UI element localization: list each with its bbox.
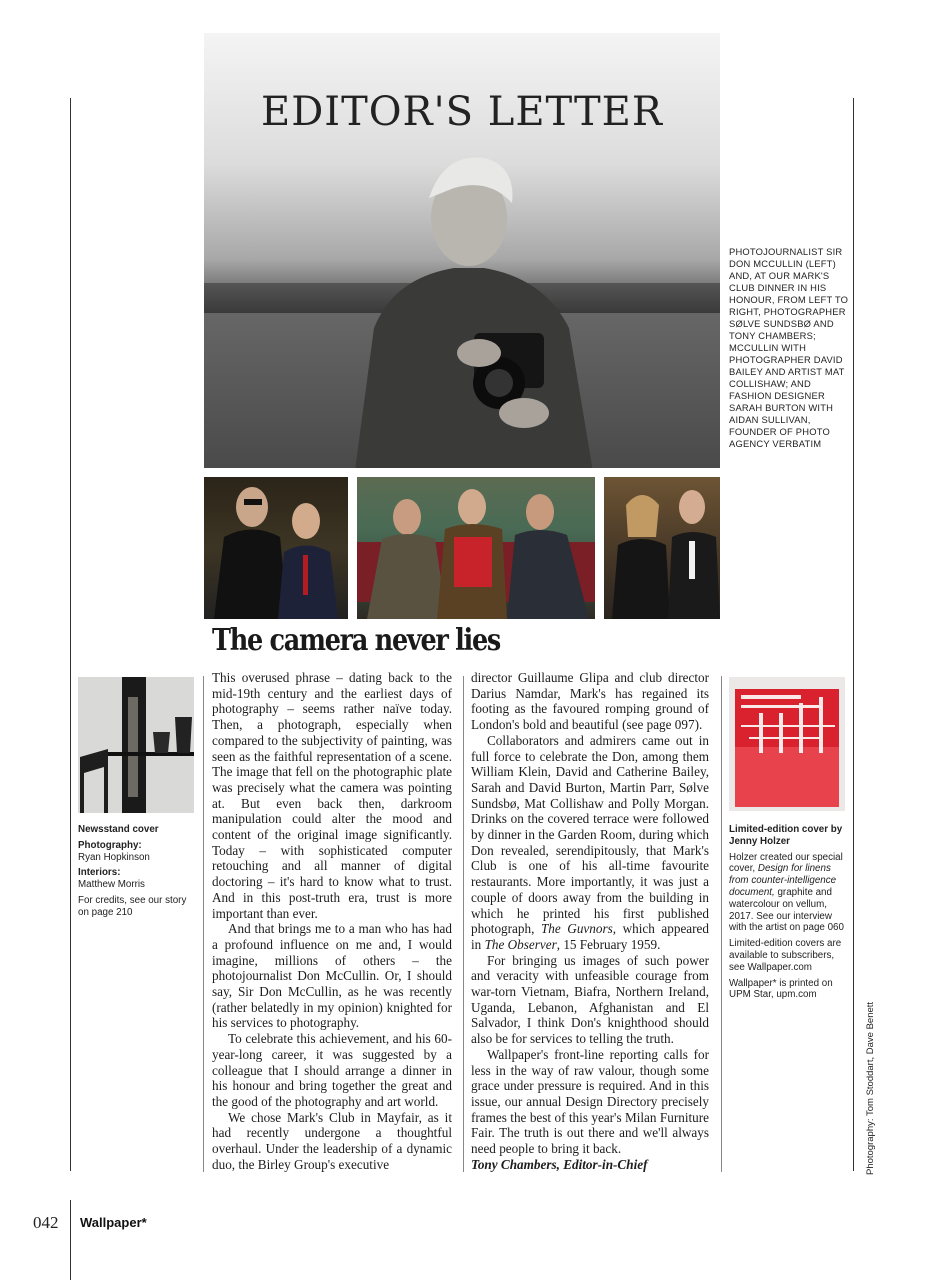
printing-note: Wallpaper* is printed on UPM Star, upm.com [729,977,833,1001]
photo-credit: Photography: Tom Stoddart, Dave Benett [865,1001,876,1175]
subscribers-note: Limited-edition covers are available to subscribers, see Wallpaper.com [729,938,842,973]
article-paragraph: And that brings me to a man who has had a profound influence on me and, I would imagine, millions of others – the photojournalist Don McCullin. Or, I should say, Sir Don McCullin, as he was recently (rather belatedly in my opinion) knighted for his services to photography. [212,921,452,1031]
credits-note: For credits, see our story on page 210 [78,894,187,918]
article-paragraph: This overused phrase – dating back to the mid-19th century and the earliest days of photography – seems rather naïve today. Then, a photograph, especially when compared to the subjectivity of painting, was seen as the faithful representation of a scene. The image that fell on the photographic plate was precisely what the camera was pointing at. But even back then, darkroom manipulation could alter the mood and content of the original image significantly. Today – with sophisticated computer retouching and all manner of digital doctoring – it's hard to know what to trust. And in this post-truth era, trust is more important than ever. [212,670,452,921]
newsstand-cover-image [78,677,194,813]
article-paragraph [471,733,709,953]
editor-signature: Tony Chambers, Editor-in-Chief [471,1156,648,1172]
sidebar-heading: Limited-edition cover by Jenny Holzer [729,824,843,847]
sidebar-rule-right [721,676,722,1172]
newsstand-cover-thumbnail [78,677,194,813]
photography-label: Photography: [78,839,142,851]
photo-title: The Guvnors [540,921,613,937]
hero-photographer-figure [284,148,644,468]
hero-title: EDITOR'S LETTER [261,89,663,135]
article-column-1 [212,670,452,1173]
article-paragraph: For bringing us images of such power and veracity with unfeasible courage from war-torn Vietnam, Biafra, Northern Ireland, Uganda, Lebanon, Afghanistan and El Salvador, I think Don's knighthood should also be for services to telling the truth. [471,952,709,1047]
footer-rule [70,1200,71,1280]
article-paragraph: To celebrate this achievement, and his 60-year-long career, it was suggested by a colleague that I should arrange a dinner in his honour and bring together the great and the good of the photography and art world. [212,1031,452,1109]
page-number: 042 [33,1213,59,1232]
photographer-name: Ryan Hopkinson [78,851,150,863]
limited-edition-cover-image [729,677,845,811]
dinner-guests-figures-1 [204,477,348,619]
article-text: , 15 February 1959. [556,936,661,952]
newsstand-cover-credits [78,824,196,923]
limited-edition-cover-thumbnail [729,677,845,811]
dinner-guests-figures-3 [604,477,720,619]
article-text: Collaborators and admirers came out in full force to celebrate the Don, among them William Klein, David and Catherine Bailey, Sarah and David Burton, Martin Parr, Sølve Sundsbø, Mat Collishaw and Polly Morgan. Drinks on the covered terrace were followed by dinner in the Garden Room, during which Don revealed, serendipitously, that Mark's Club is one of his all-time favourite restaurants. More importantly, it was just a couple of doors away from the building in which he printed his first published photograph, [471,732,709,937]
dinner-photo-burton-sullivan [604,477,720,619]
right-rule [853,98,854,1171]
dinner-photo-mccullin-bailey-collishaw [357,477,595,619]
interiors-label: Interiors: [78,867,121,879]
article-column-2 [471,670,709,1173]
cover-description: Holzer created our special cover, [729,851,843,875]
center-rule [463,676,464,1172]
photo-caption: PHOTOJOURNALIST SIR DON MCCULLIN (LEFT) AND, AT OUR MARK'S CLUB DINNER IN HIS HONOUR, FROM LEFT TO RIGHT, PHOTOGRAPHER SØLVE SUNDSBØ AND TONY CHAMBERS; MCCULLIN WITH PHOTOGRAPHER DAVID BAILEY AND ARTIST MAT COLLISHAW; AND FASHION DESIGNER SARAH BURTON WITH AIDAN SULLIVAN, FOUNDER OF PHOTO AGENCY VERBATIM [729,246,849,449]
article-paragraph: Wallpaper's front-line reporting calls for less in the way of raw valour, though some grace under pressure is required. And in this issue, our annual Design Directory precisely frames the best of this year's Milan Furniture Fair. The truth is out there and we'll always need people to bring it back. [471,1046,709,1157]
newspaper-title: The Observer [484,936,557,952]
artwork-title: Design for linens from counter-intelligence document, [729,863,837,898]
article-paragraph: We chose Mark's Club in Mayfair, as it had recently undergone a thoughtful overhaul. Under the leadership of a dynamic duo, the Birley Group's executive [212,1109,452,1172]
article-text: , which appeared in [471,921,709,952]
sidebar-heading: Newsstand cover [78,824,159,835]
dinner-photo-sundsbo-chambers [204,477,348,619]
artwork-details: graphite and watercolour on vellum, 2017. See our interview with the artist on page 060 [729,886,844,934]
hero-photo [204,33,720,468]
magazine-brand: Wallpaper* [80,1215,147,1230]
left-rule [70,98,71,1171]
article-paragraph: director Guillaume Glipa and club director Darius Namdar, Mark's has regained its footing as the favoured romping ground of London's bold and beautiful (see page 097). [471,670,709,733]
limited-edition-cover-credits [729,824,849,1005]
dinner-guests-figures-2 [357,477,595,619]
article-headline: The camera never lies [212,623,501,658]
interiors-name: Matthew Morris [78,879,145,891]
sidebar-rule-left [203,676,204,1172]
